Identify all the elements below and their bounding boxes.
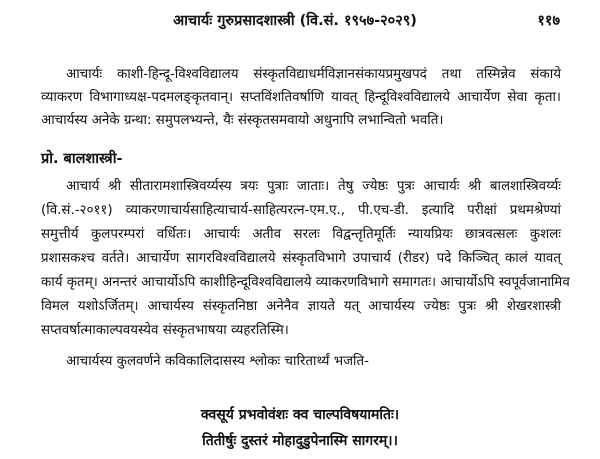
paragraph-1-line-3: आचार्यस्य अनेके ग्रन्था: समुपलभ्यन्ते, यैः संस्कृतसमवायो अधुनापि लभान्वितो भवति। xyxy=(41,113,444,128)
paragraph-2-line-5: कार्य कृतम्। अनन्तरं आचार्योऽपि काशीहिन्दूविश्वविद्यालये व्याकरणविभागे समागतः। आचार्योऽपि स्वपूर्वजानामिव xyxy=(41,275,570,290)
page-number: ११७ xyxy=(537,13,560,29)
section-heading: प्रो. बालशास्त्री- xyxy=(41,151,123,167)
paragraph-2-line-3: समुत्तीर्य कुलपरम्परां वर्धितः। आचार्यः अतीव सरलः विद्वन्तृतिमूर्तिः न्यायप्रियः छात्रवत्सलः कुशलः xyxy=(41,227,561,242)
paragraph-1-line-2: व्याकरण विभागाध्यक्ष-पदमलङ्कृतवान्। सप्तविंशतिवर्षाणि यावत् हिन्दूविश्वविद्यालये आचार्येण सेवा कृता। xyxy=(41,90,561,105)
verse-line-1: क्वसूर्य प्रभवोवंशः क्व चाल्पविषयामतिः। xyxy=(200,407,400,423)
paragraph-2-line-2: (वि.सं.-२०११) व्याकरणाचार्यसाहित्याचार्य-साहित्यरत्न-एम.ए., पी.एच-डी. इत्यादि परीक्षां प्रथमश्रेण्यां xyxy=(41,203,561,218)
verse-line-2: तितीर्षुः दुस्तरं मोहादुडुपेनास्मि सागरम्।। xyxy=(202,433,398,449)
running-header: आचार्यः गुरुप्रसादशास्त्री (वि.सं. १९५७-२०२९) xyxy=(173,13,417,29)
paragraph-2-line-1: आचार्य श्री सीतारामशास्त्रिवर्य्यस्य त्रयः पुत्राः जाताः। तेषु ज्येष्ठः पुत्रः आचार्यः श्री बालशास्त्रिवर्य्यः xyxy=(66,179,561,194)
paragraph-2-line-7: सप्तवर्षात्माकाल्पवयस्येव संस्कृतभाषया व्यहरतिस्मि। xyxy=(41,323,289,338)
paragraph-1-line-1: आचार्यः काशी-हिन्दू-विश्वविद्यालय संस्कृतविद्याधर्मविज्ञानसंकायप्रमुखपदं तथा तस्मिन्नेव संकाये xyxy=(66,67,561,82)
paragraph-2-line-6: विमल यशोऽर्जितम्। आचार्यस्य संस्कृतनिष्ठा अनेनैव ज्ञायते यत् आचार्यस्य ज्येष्ठः पुत्रः श्री शेखरशास्त्री xyxy=(41,299,561,314)
paragraph-3-line: आचार्यस्य कुलवर्णने कविकालिदासस्य श्लोकः चारितार्थ्यं भजति- xyxy=(66,354,369,369)
paragraph-2-line-4: प्रशासकश्च वर्तते। आचार्येण सागरविश्वविद्यालये संस्कृतविभागे उपाचार्य (रीडर) पदे किञ्चित् कालं यावत् xyxy=(41,251,561,266)
